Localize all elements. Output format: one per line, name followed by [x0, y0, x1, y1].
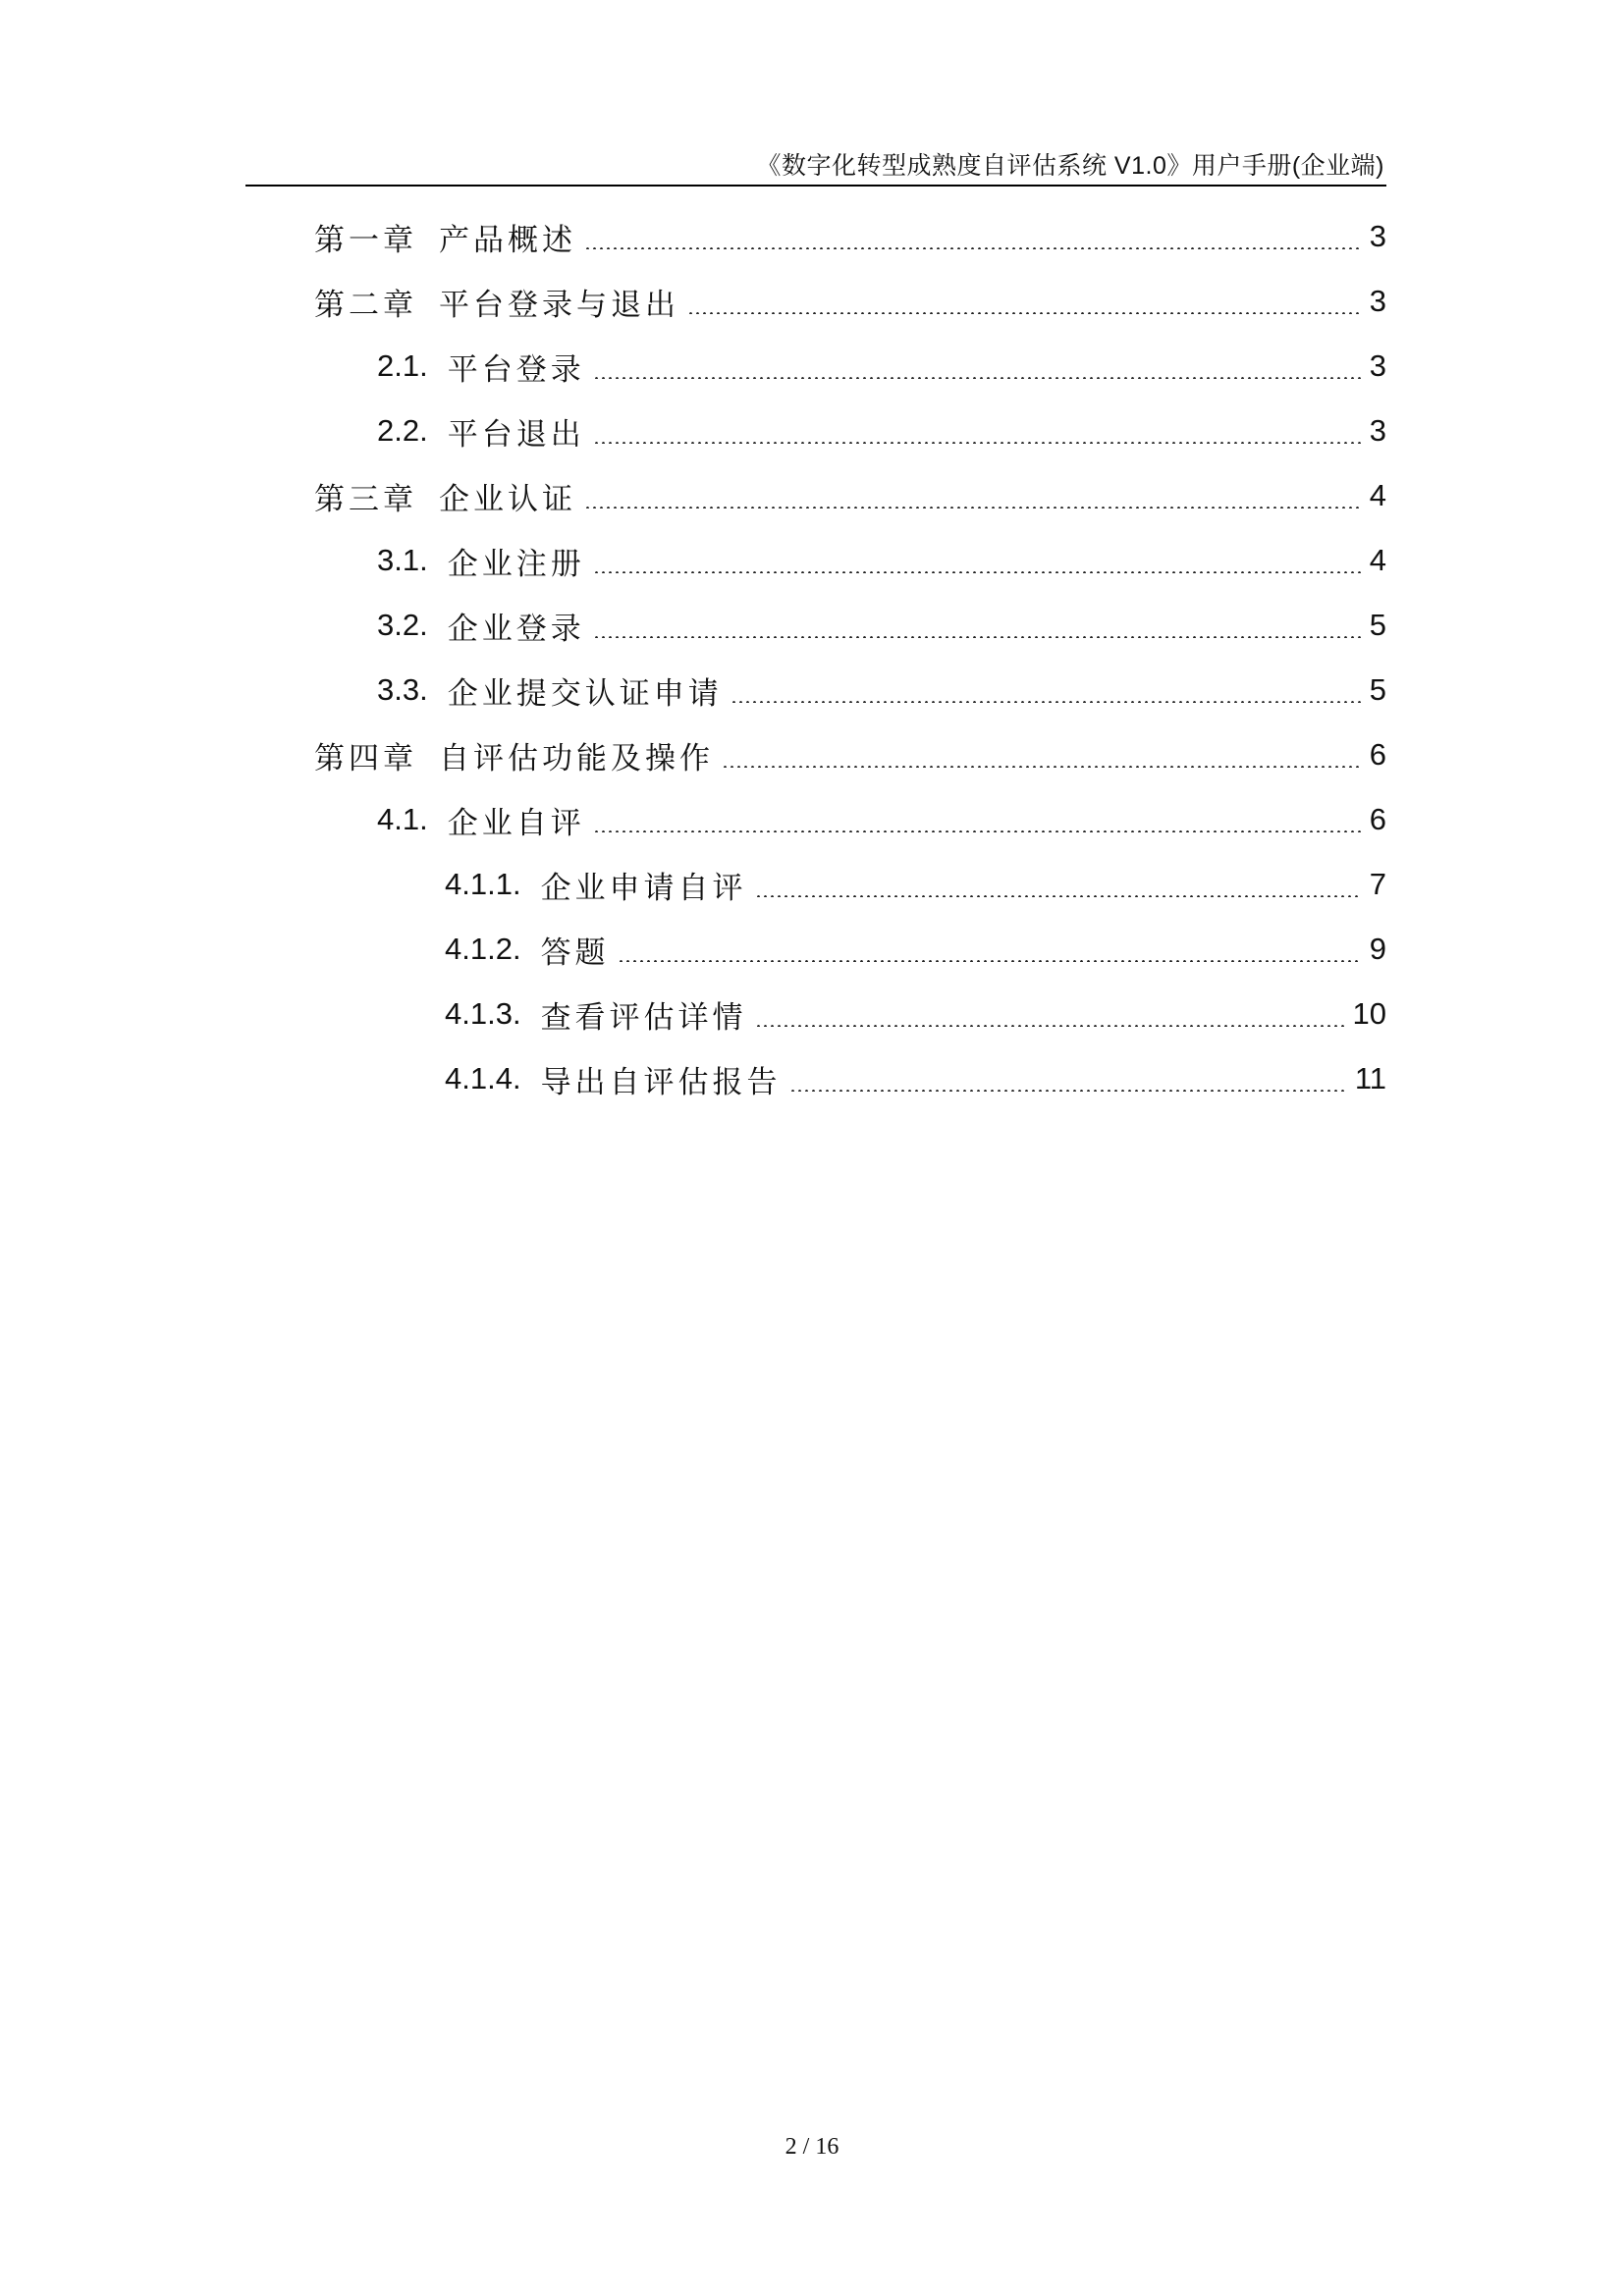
dot-leader [789, 1090, 1347, 1092]
toc-entry-title: 企业认证 [439, 481, 576, 516]
toc-entry[interactable] [314, 787, 1386, 852]
dot-leader [755, 1025, 1345, 1027]
toc-entry-number: 4.1.3. [445, 996, 521, 1031]
dot-leader [593, 377, 1361, 379]
toc-entry-number: 第三章 [314, 481, 417, 516]
toc-entry[interactable] [314, 334, 1386, 399]
toc-entry-page: 5 [1369, 608, 1386, 642]
toc-entry-number: 第四章 [314, 740, 417, 775]
document-title: 《数字化转型成熟度自评估系统 V1.0》用户手册(企业端) [756, 152, 1384, 180]
toc-entry-page: 3 [1369, 219, 1386, 253]
toc-entry-title: 平台登录与退出 [439, 287, 679, 322]
toc-entry-page: 3 [1369, 284, 1386, 318]
page-header [245, 147, 1386, 187]
page-number: 2 / 16 [785, 2134, 839, 2160]
dot-leader [731, 701, 1361, 703]
dot-leader [687, 312, 1361, 314]
toc-entry-page: 6 [1369, 737, 1386, 772]
toc-entry-number: 第二章 [314, 287, 417, 322]
toc-entry-number: 4.1. [377, 802, 428, 836]
toc-entry-page: 4 [1369, 478, 1386, 512]
toc-entry[interactable] [314, 593, 1386, 658]
dot-leader [618, 960, 1361, 962]
toc-entry-title: 企业注册 [447, 546, 585, 581]
dot-leader [584, 247, 1361, 249]
toc-entry[interactable] [314, 917, 1386, 982]
toc-entry-title: 导出自评估报告 [540, 1064, 782, 1099]
toc-entry-page: 4 [1369, 543, 1386, 577]
toc-entry-page: 6 [1369, 802, 1386, 836]
toc-entry[interactable] [314, 658, 1386, 722]
toc-entry[interactable] [314, 269, 1386, 334]
dot-leader [593, 830, 1361, 832]
toc-entry-title: 企业自评 [447, 805, 585, 840]
toc-entry-title: 平台退出 [447, 416, 585, 452]
toc-entry-number: 4.1.1. [445, 867, 521, 901]
toc-entry[interactable] [314, 852, 1386, 917]
toc-entry[interactable] [314, 1046, 1386, 1111]
toc-entry-title: 企业提交认证申请 [447, 675, 723, 711]
dot-leader [593, 636, 1361, 638]
toc-entry-title: 企业登录 [447, 611, 585, 646]
toc-entry-title: 平台登录 [447, 351, 585, 387]
dot-leader [755, 895, 1361, 897]
dot-leader [593, 571, 1361, 573]
toc-entry[interactable] [314, 204, 1386, 269]
toc-entry-number: 第一章 [314, 222, 417, 257]
toc-entry-page: 3 [1369, 348, 1386, 383]
toc-entry-number: 4.1.2. [445, 932, 521, 966]
toc-entry-title: 查看评估详情 [540, 999, 747, 1035]
toc-entry-page: 5 [1369, 672, 1386, 707]
toc-entry[interactable] [314, 722, 1386, 787]
toc-entry-page: 10 [1352, 996, 1386, 1031]
toc-entry[interactable] [314, 463, 1386, 528]
toc-entry-page: 9 [1369, 932, 1386, 966]
toc-entry-page: 7 [1369, 867, 1386, 901]
toc-entry-number: 2.1. [377, 348, 428, 383]
toc-entry[interactable] [314, 528, 1386, 593]
toc-entry-number: 3.2. [377, 608, 428, 642]
toc-entry-title: 产品概述 [439, 222, 576, 257]
toc-entry-number: 3.1. [377, 543, 428, 577]
toc-entry-number: 4.1.4. [445, 1061, 521, 1095]
toc-entry-page: 3 [1369, 413, 1386, 448]
toc-entry-page: 11 [1354, 1061, 1386, 1095]
toc-entry-title: 企业申请自评 [540, 870, 747, 905]
table-of-contents [314, 204, 1386, 1111]
dot-leader [584, 507, 1361, 508]
toc-entry-number: 3.3. [377, 672, 428, 707]
dot-leader [593, 442, 1361, 444]
toc-entry[interactable] [314, 399, 1386, 463]
toc-entry-title: 答题 [540, 934, 610, 970]
toc-entry-title: 自评估功能及操作 [439, 740, 714, 775]
dot-leader [722, 766, 1361, 768]
page-footer [0, 2132, 1624, 2162]
toc-entry[interactable] [314, 982, 1386, 1046]
toc-entry-number: 2.2. [377, 413, 428, 448]
